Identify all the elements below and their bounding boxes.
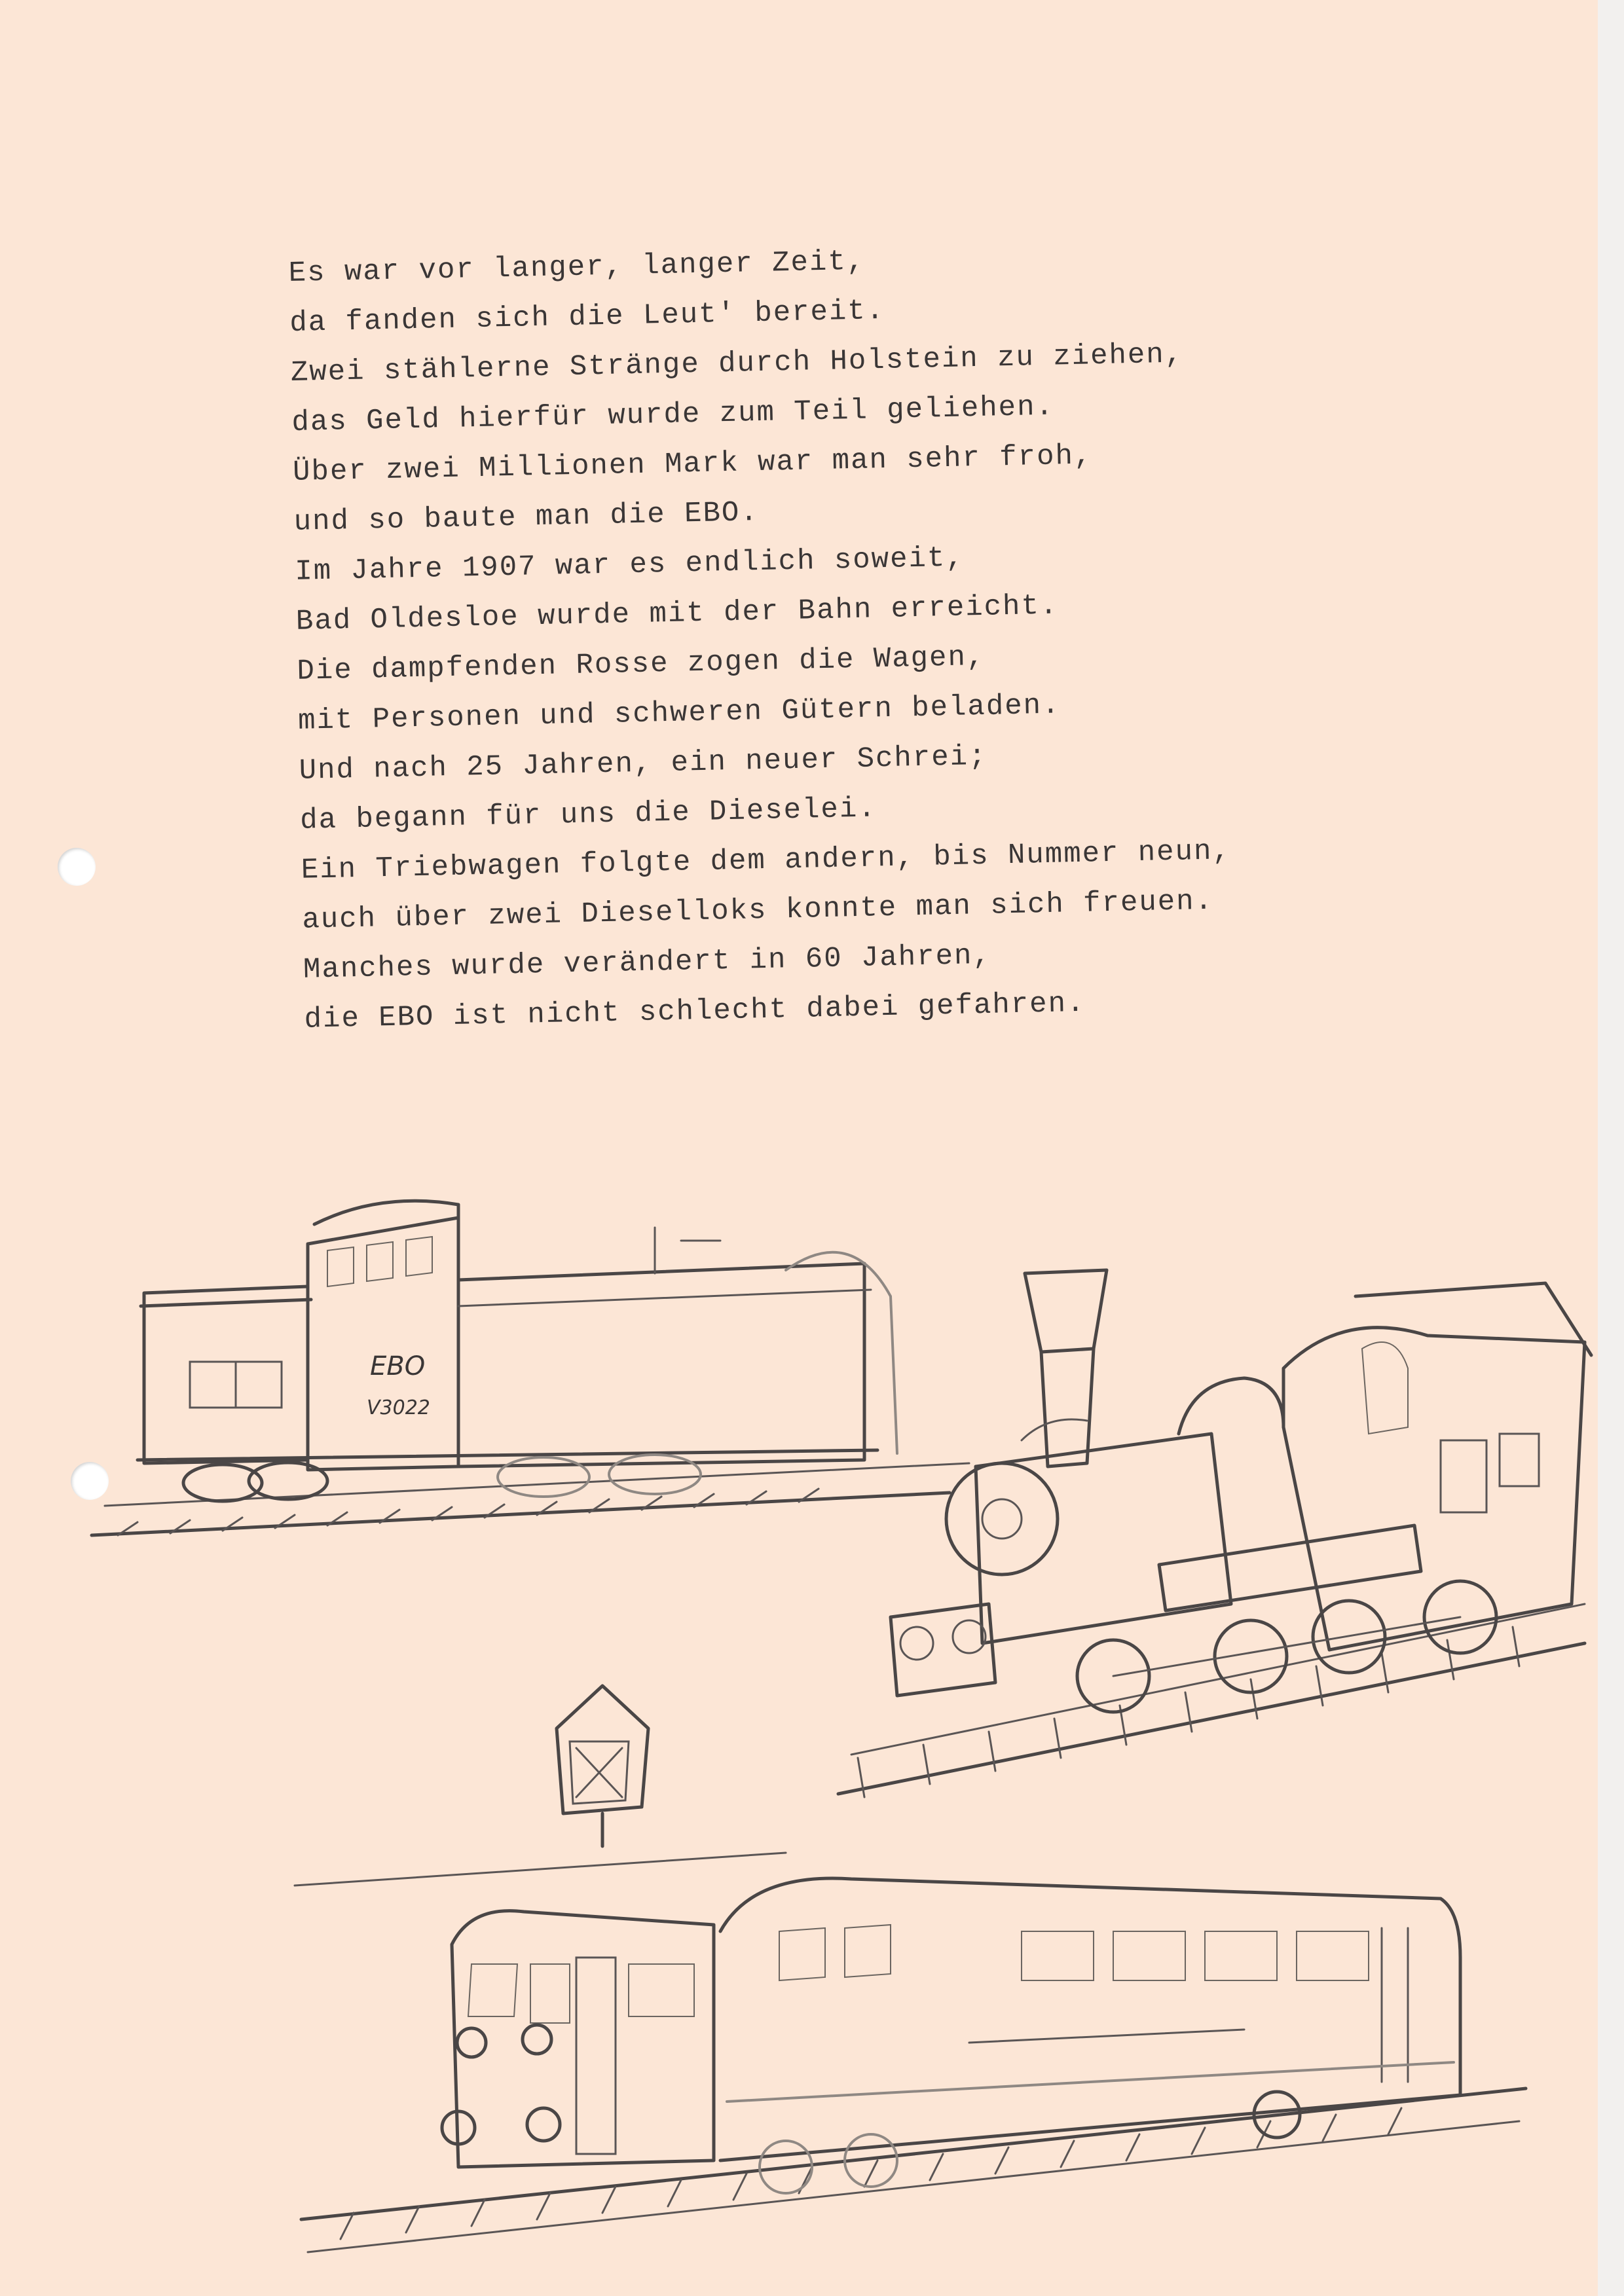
poem-line: Die dampfenden Rosse zogen die Wagen,: [297, 640, 986, 688]
poem-line: Ein Triebwagen folgte dem andern, bis Nummer neun,: [301, 835, 1232, 887]
poem-line: auch über zwei Dieselloks konnte man sich freuen.: [301, 884, 1214, 937]
poem-line: Über zwei Millionen Mark war man sehr froh,: [292, 439, 1093, 489]
loco-label-ebo: EBO: [370, 1351, 426, 1381]
diesel-locomotive-drawing: [92, 1201, 969, 1535]
poem-line: da begann für uns die Dieselei.: [299, 792, 877, 837]
poem-line: die EBO ist nicht schlecht dabei gefahren.: [304, 987, 1086, 1036]
poem-line: Zwei stählerne Stränge durch Holstein zu ziehen,: [290, 338, 1184, 390]
steam-locomotive-drawing: [838, 1270, 1591, 1797]
paper-edge: [1598, 0, 1624, 2296]
poem-line: Es war vor langer, langer Zeit,: [288, 245, 866, 290]
poem-line: Bad Oldesloe wurde mit der Bahn erreicht.: [295, 589, 1059, 638]
poem-line: und so baute man die EBO.: [293, 496, 760, 539]
poem-line: da fanden sich die Leut' bereit.: [289, 294, 885, 340]
railcar-drawing: [295, 1853, 1526, 2252]
poem-line: Im Jahre 1907 war es endlich soweit,: [294, 541, 965, 589]
poem-line: das Geld hierfür wurde zum Teil geliehen.: [291, 390, 1055, 439]
poem-line: Manches wurde verändert in 60 Jahren,: [303, 939, 992, 987]
loco-label-number: V3022: [367, 1396, 430, 1419]
poem-line: mit Personen und schweren Gütern beladen.: [297, 689, 1061, 738]
poem-line: Und nach 25 Jahren, ein neuer Schrei;: [299, 740, 987, 788]
signal-lantern-drawing: [557, 1686, 648, 1846]
